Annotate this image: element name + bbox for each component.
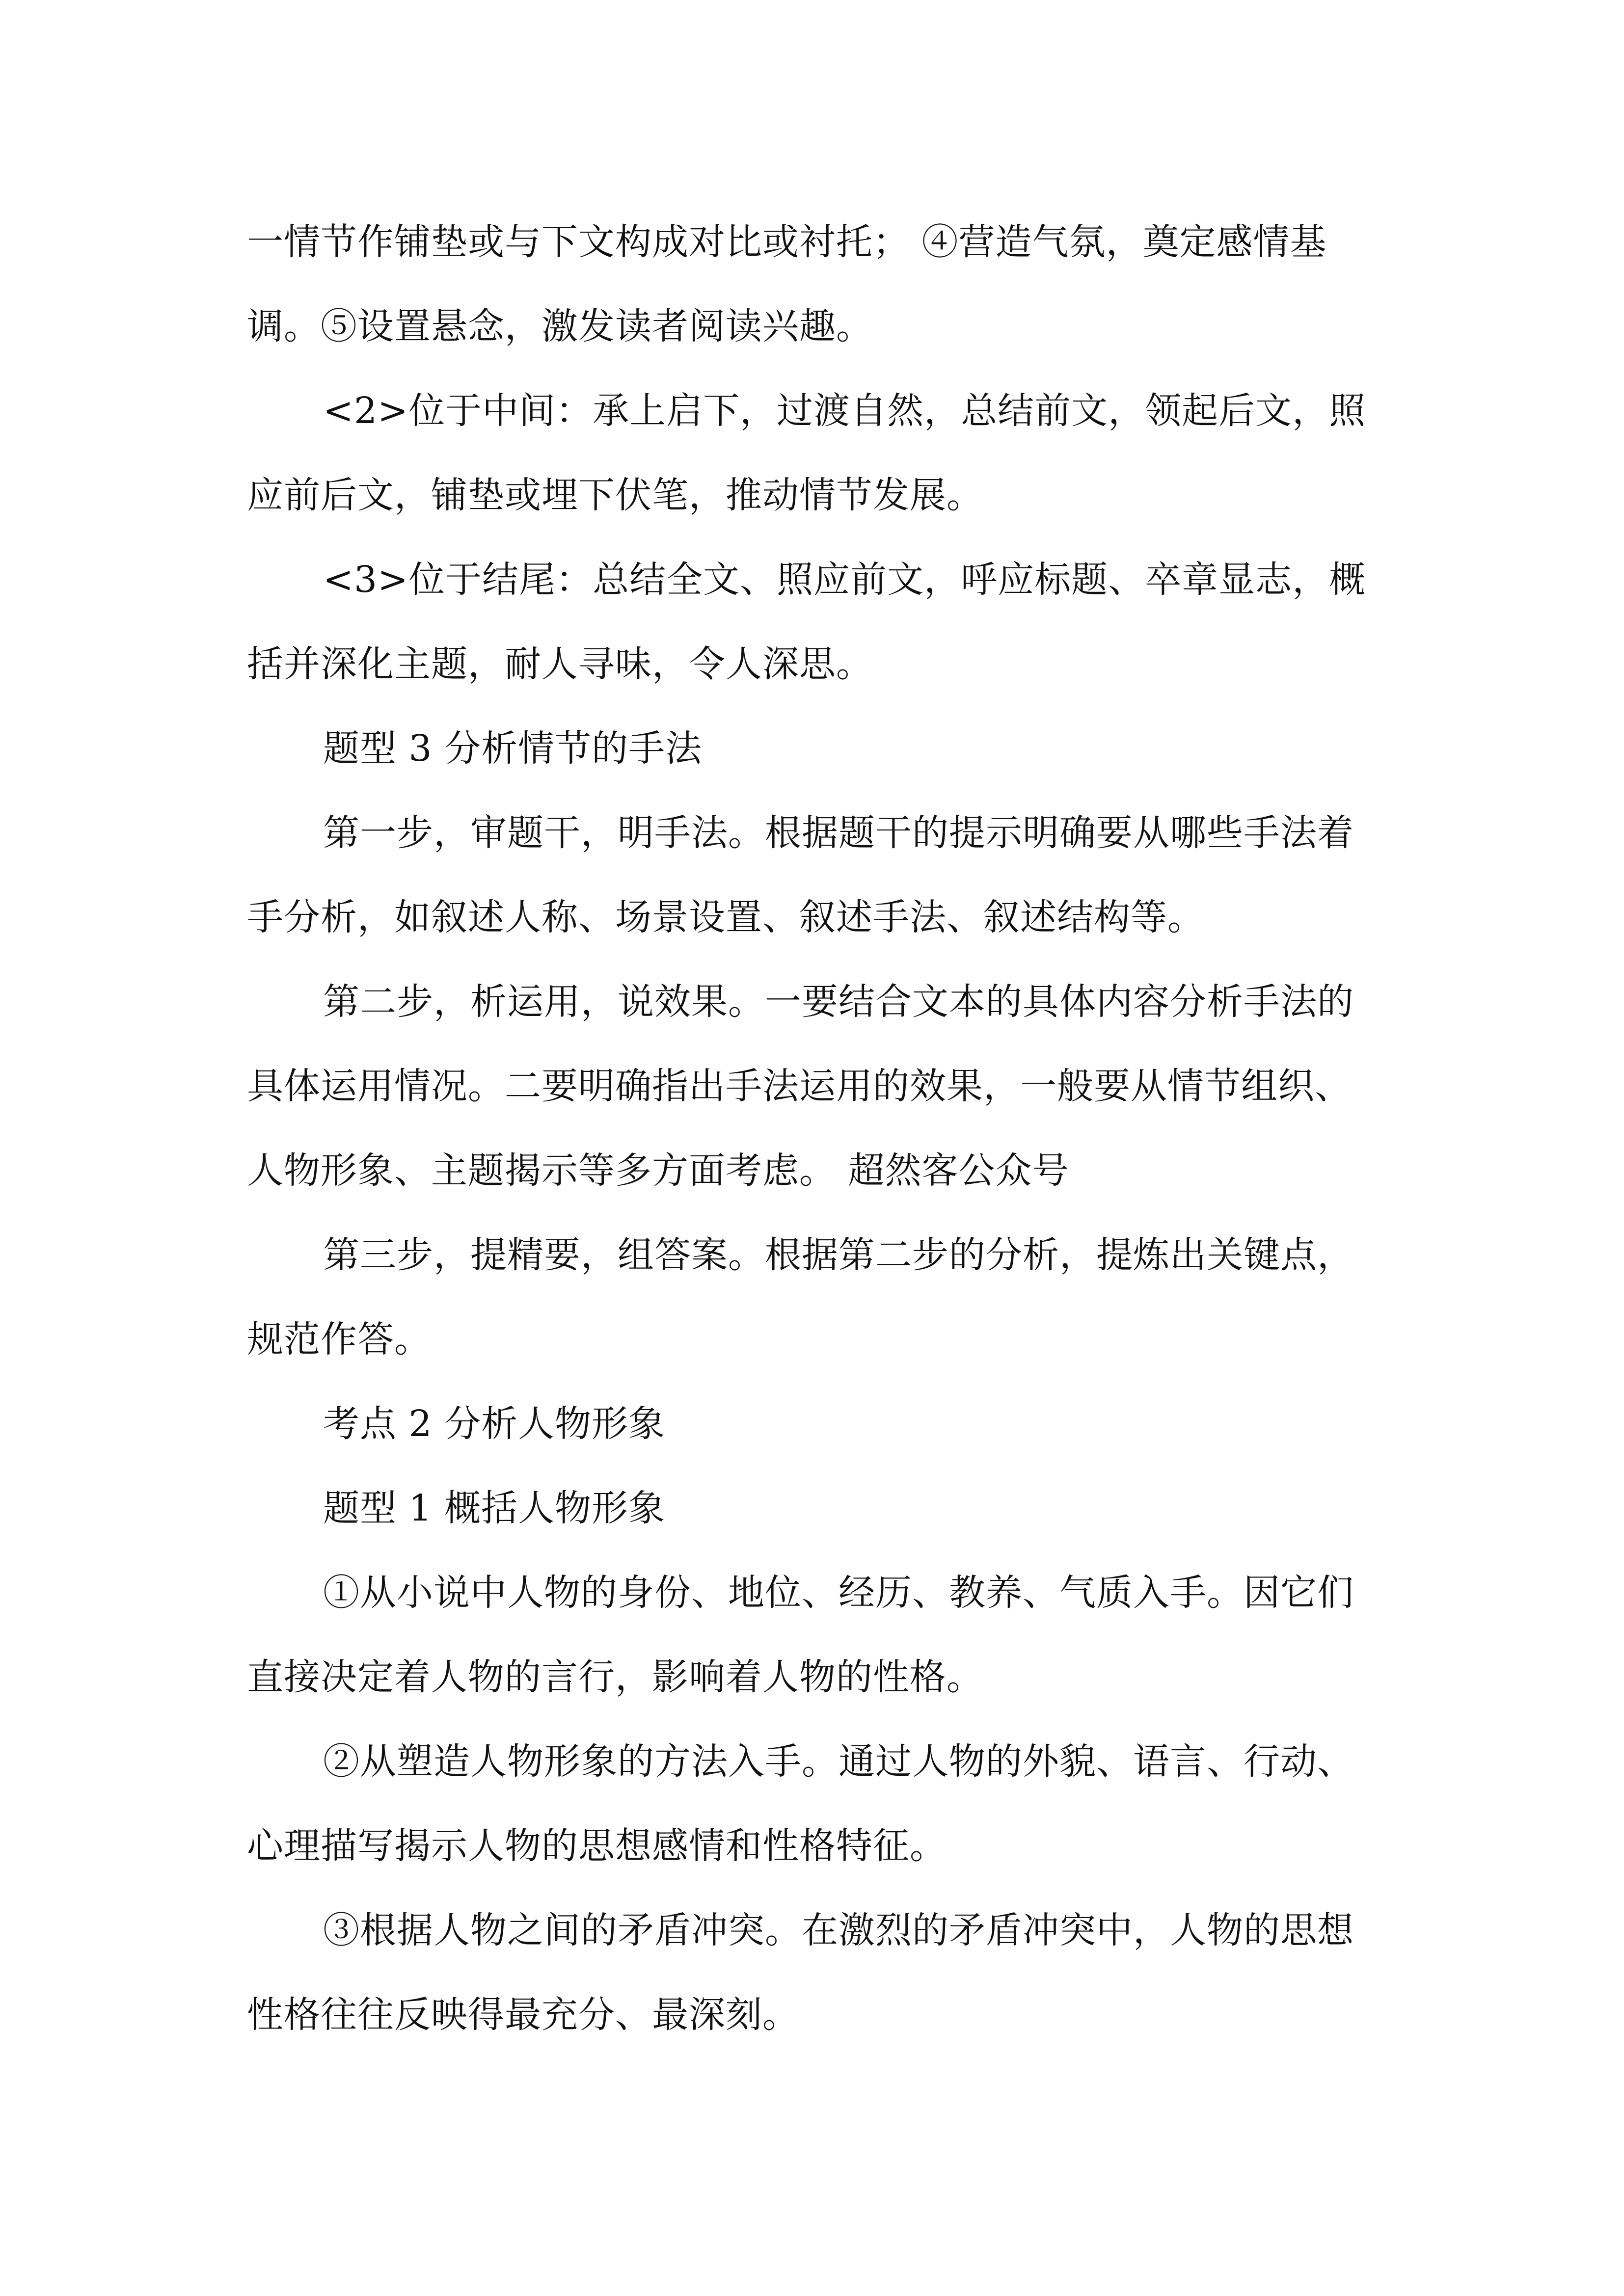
text-line: 第三步，提精要，组答案。根据第二步的分析，提炼出关键点， — [323, 1234, 1354, 1276]
text-line: ②从塑造人物形象的方法入手。通过人物的外貌、语言、行动、 — [323, 1740, 1354, 1783]
text-line: ①从小说中人物的身份、地位、经历、教养、气质入手。因它们 — [323, 1572, 1354, 1614]
text-line: 规范作答。 — [247, 1318, 431, 1361]
text-line: 一情节作铺垫或与下文构成对比或衬托； ④营造气氛，奠定感情基 — [247, 221, 1327, 263]
text-line: 手分析，如叙述人称、场景设置、叙述手法、叙述结构等。 — [247, 896, 1204, 938]
section-heading: 考点 2 分析人物形象 — [323, 1403, 666, 1445]
text-line: ③根据人物之间的矛盾冲突。在激烈的矛盾冲突中，人物的思想 — [323, 1909, 1354, 1951]
section-heading: 题型 3 分析情节的手法 — [323, 727, 703, 770]
text-line: 直接决定着人物的言行，影响着人物的性格。 — [247, 1656, 983, 1698]
text-line: <2>位于中间：承上启下，过渡自然，总结前文，领起后文，照 — [323, 390, 1366, 432]
text-line: <3>位于结尾：总结全文、照应前文，呼应标题、卒章显志，概 — [323, 559, 1366, 601]
text-line: 括并深化主题，耐人寻味，令人深思。 — [247, 643, 873, 685]
section-heading: 题型 1 概括人物形象 — [323, 1487, 666, 1529]
text-line: 第一步，审题干，明手法。根据题干的提示明确要从哪些手法着 — [323, 812, 1354, 854]
text-line: 人物形象、主题揭示等多方面考虑。 超然客公众号 — [247, 1149, 1069, 1192]
text-line: 心理描写揭示人物的思想感情和性格特征。 — [247, 1825, 947, 1867]
text-line: 调。⑤设置悬念，激发读者阅读兴趣。 — [247, 305, 873, 347]
text-line: 应前后文，铺垫或埋下伏笔，推动情节发展。 — [247, 474, 983, 516]
text-line: 性格往往反映得最充分、最深刻。 — [247, 1994, 799, 2036]
text-line: 具体运用情况。二要明确指出手法运用的效果，一般要从情节组织、 — [247, 1065, 1352, 1107]
text-line: 第二步，析运用，说效果。一要结合文本的具体内容分析手法的 — [323, 981, 1354, 1023]
